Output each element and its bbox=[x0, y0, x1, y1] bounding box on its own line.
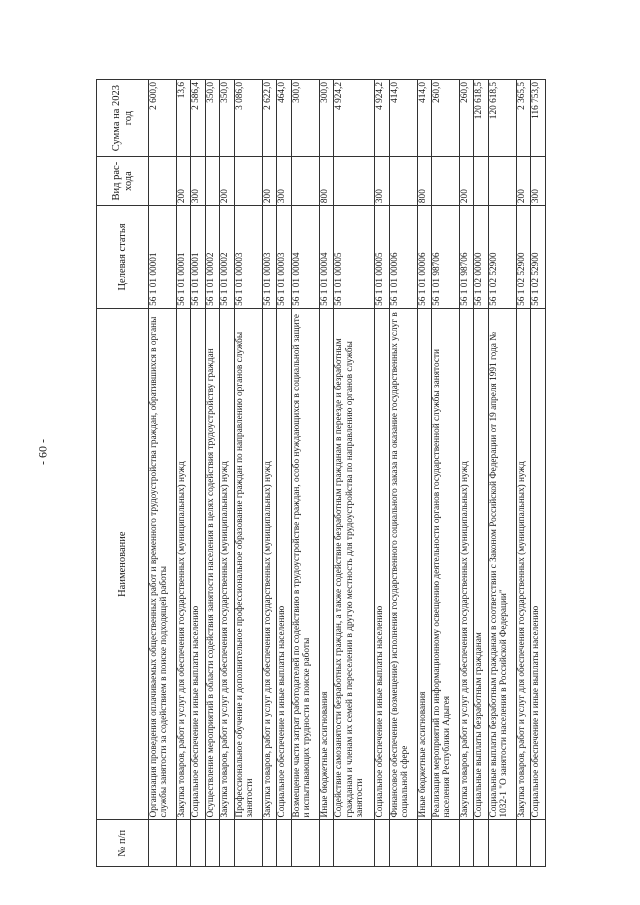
cell-article: 56 1 01 98706 bbox=[459, 206, 474, 309]
cell-name: Иные бюджетные ассигнования bbox=[417, 308, 432, 820]
cell-article: 56 1 01 00002 bbox=[205, 206, 220, 309]
cell-name: Закупка товаров, работ и услуг для обеспечения государственных (муниципальных) нужд bbox=[516, 308, 531, 820]
header-sum: Сумма на 2023 год bbox=[97, 80, 149, 157]
cell-article: 56 1 01 00004 bbox=[291, 206, 319, 309]
cell-num bbox=[459, 820, 474, 867]
cell-sum: 120 618,5 bbox=[474, 80, 489, 157]
cell-sum: 414,0 bbox=[389, 80, 417, 157]
cell-kind bbox=[205, 157, 220, 206]
table-row bbox=[234, 80, 262, 867]
cell-sum: 414,0 bbox=[417, 80, 432, 157]
cell-num bbox=[234, 820, 262, 867]
cell-name: Закупка товаров, работ и услуг для обеспечения государственных (муниципальных) нужд bbox=[262, 308, 277, 820]
cell-num bbox=[389, 820, 417, 867]
table-row bbox=[417, 80, 432, 867]
cell-kind: 200 bbox=[176, 157, 191, 206]
cell-article: 56 1 01 00001 bbox=[191, 206, 206, 309]
table-row bbox=[319, 80, 334, 867]
table-row bbox=[191, 80, 206, 867]
cell-num bbox=[205, 820, 220, 867]
table-row bbox=[531, 80, 546, 867]
cell-sum: 4 924,2 bbox=[334, 80, 375, 157]
cell-article: 56 1 01 00006 bbox=[417, 206, 432, 309]
cell-num bbox=[220, 820, 235, 867]
table-row bbox=[375, 80, 390, 867]
cell-name: Закупка товаров, работ и услуг для обеспечения государственных (муниципальных) нужд bbox=[220, 308, 235, 820]
table-row bbox=[459, 80, 474, 867]
cell-name: Социальное обеспечение и иные выплаты населению bbox=[375, 308, 390, 820]
cell-sum: 120 618,5 bbox=[488, 80, 516, 157]
cell-sum: 2 365,5 bbox=[516, 80, 531, 157]
cell-num bbox=[488, 820, 516, 867]
cell-kind bbox=[334, 157, 375, 206]
cell-sum: 260,0 bbox=[432, 80, 460, 157]
rotated-table-wrapper bbox=[96, 79, 546, 867]
cell-kind bbox=[234, 157, 262, 206]
cell-sum: 13,6 bbox=[176, 80, 191, 157]
table-row bbox=[277, 80, 292, 867]
cell-name: Социальное обеспечение и иные выплаты населению bbox=[277, 308, 292, 820]
cell-sum: 300,0 bbox=[319, 80, 334, 157]
cell-sum: 4 924,2 bbox=[375, 80, 390, 157]
cell-name: Закупка товаров, работ и услуг для обеспечения государственных (муниципальных) нужд bbox=[459, 308, 474, 820]
cell-num bbox=[149, 820, 177, 867]
cell-sum: 2 600,0 bbox=[149, 80, 177, 157]
cell-name: Осуществление мероприятий в области содействия занятости населения в целях содействия трудоустройству граждан bbox=[205, 308, 220, 820]
cell-kind bbox=[432, 157, 460, 206]
table-row bbox=[334, 80, 375, 867]
table-row bbox=[291, 80, 319, 867]
table-row bbox=[262, 80, 277, 867]
cell-kind: 200 bbox=[220, 157, 235, 206]
table-row bbox=[389, 80, 417, 867]
cell-name: Социальное обеспечение и иные выплаты населению bbox=[531, 308, 546, 820]
cell-num bbox=[417, 820, 432, 867]
cell-sum: 2 622,0 bbox=[262, 80, 277, 157]
cell-num bbox=[291, 820, 319, 867]
cell-article: 56 1 01 00002 bbox=[220, 206, 235, 309]
cell-article: 56 1 01 00003 bbox=[234, 206, 262, 309]
budget-table bbox=[96, 79, 546, 867]
cell-kind bbox=[474, 157, 489, 206]
cell-num bbox=[191, 820, 206, 867]
cell-kind bbox=[488, 157, 516, 206]
cell-article: 56 1 02 52900 bbox=[531, 206, 546, 309]
cell-name: Закупка товаров, работ и услуг для обеспечения государственных (муниципальных) нужд bbox=[176, 308, 191, 820]
cell-kind: 300 bbox=[375, 157, 390, 206]
cell-article: 56 1 01 00005 bbox=[375, 206, 390, 309]
cell-article: 56 1 01 00001 bbox=[176, 206, 191, 309]
table-row bbox=[474, 80, 489, 867]
cell-sum: 350,0 bbox=[205, 80, 220, 157]
cell-kind: 200 bbox=[262, 157, 277, 206]
header-num: № п/п bbox=[97, 820, 149, 867]
cell-article: 56 1 01 00003 bbox=[277, 206, 292, 309]
table-row bbox=[149, 80, 177, 867]
cell-article: 56 1 01 00006 bbox=[389, 206, 417, 309]
table-row bbox=[176, 80, 191, 867]
cell-num bbox=[474, 820, 489, 867]
cell-name: Социальные выплаты безработным гражданам в соответствии с Законом Российской Федерации от 19 апреля 1991 года № 1032-1 "О занятости населения в Российской Федерации" bbox=[488, 308, 516, 820]
cell-num bbox=[319, 820, 334, 867]
cell-kind: 300 bbox=[191, 157, 206, 206]
cell-article: 56 1 01 00004 bbox=[319, 206, 334, 309]
cell-sum: 116 753,0 bbox=[531, 80, 546, 157]
cell-num bbox=[262, 820, 277, 867]
header-kind: Вид рас-хода bbox=[97, 157, 149, 206]
cell-name: Социальное обеспечение и иные выплаты населению bbox=[191, 308, 206, 820]
cell-sum: 350,0 bbox=[220, 80, 235, 157]
cell-num bbox=[432, 820, 460, 867]
cell-name: Содействие самозанятости безработных граждан, а также содействие безработным гражданам в переезде и безработным гражданам и членам их семей в переселении в другую местность для трудоустройства по направлению органов службы занятости bbox=[334, 308, 375, 820]
cell-sum: 260,0 bbox=[459, 80, 474, 157]
cell-article: 56 1 01 98706 bbox=[432, 206, 460, 309]
table-body bbox=[149, 80, 546, 867]
cell-article: 56 1 02 52900 bbox=[488, 206, 516, 309]
cell-name: Социальные выплаты безработным гражданам bbox=[474, 308, 489, 820]
table-header-row bbox=[97, 80, 149, 867]
cell-article: 56 1 01 00001 bbox=[149, 206, 177, 309]
page-number: - 60 - bbox=[35, 439, 50, 465]
cell-kind: 800 bbox=[417, 157, 432, 206]
cell-name: Организация проведения оплачиваемых общественных работ и временного трудоустройства граждан, обратившихся в органы службы занятости за содействием в поиске подходящей работы bbox=[149, 308, 177, 820]
header-name: Наименование bbox=[97, 308, 149, 820]
table-row bbox=[220, 80, 235, 867]
cell-sum: 3 086,0 bbox=[234, 80, 262, 157]
cell-num bbox=[334, 820, 375, 867]
cell-kind: 800 bbox=[319, 157, 334, 206]
table-row bbox=[488, 80, 516, 867]
cell-name: Возмещение части затрат работодателей по содействию в трудоустройстве граждан, особо нуждающихся в социальной защите и испытывающих трудности в поиске работы bbox=[291, 308, 319, 820]
cell-sum: 464,0 bbox=[277, 80, 292, 157]
cell-num bbox=[516, 820, 531, 867]
cell-num bbox=[531, 820, 546, 867]
header-article: Целевая статья bbox=[97, 206, 149, 309]
cell-kind: 200 bbox=[516, 157, 531, 206]
table-row bbox=[205, 80, 220, 867]
cell-kind bbox=[389, 157, 417, 206]
cell-num bbox=[375, 820, 390, 867]
cell-kind: 200 bbox=[459, 157, 474, 206]
cell-kind: 300 bbox=[531, 157, 546, 206]
cell-kind bbox=[291, 157, 319, 206]
cell-num bbox=[277, 820, 292, 867]
cell-num bbox=[176, 820, 191, 867]
cell-sum: 2 586,4 bbox=[191, 80, 206, 157]
cell-sum: 300,0 bbox=[291, 80, 319, 157]
cell-name: Профессиональное обучение и дополнительное профессиональное образование граждан по направлению органов службы занятости bbox=[234, 308, 262, 820]
cell-article: 56 1 01 00005 bbox=[334, 206, 375, 309]
cell-name: Финансовое обеспечение (возмещение) исполнения государственного социального заказа на оказание государственных услуг в социальной сфере bbox=[389, 308, 417, 820]
cell-article: 56 1 02 52900 bbox=[516, 206, 531, 309]
table-row bbox=[516, 80, 531, 867]
table-row bbox=[432, 80, 460, 867]
cell-article: 56 1 02 00000 bbox=[474, 206, 489, 309]
cell-kind: 300 bbox=[277, 157, 292, 206]
cell-name: Иные бюджетные ассигнования bbox=[319, 308, 334, 820]
cell-article: 56 1 01 00003 bbox=[262, 206, 277, 309]
cell-kind bbox=[149, 157, 177, 206]
cell-name: Реализация мероприятий по информационному освещению деятельности органов государственной службы занятости населения Республики Адыгея bbox=[432, 308, 460, 820]
